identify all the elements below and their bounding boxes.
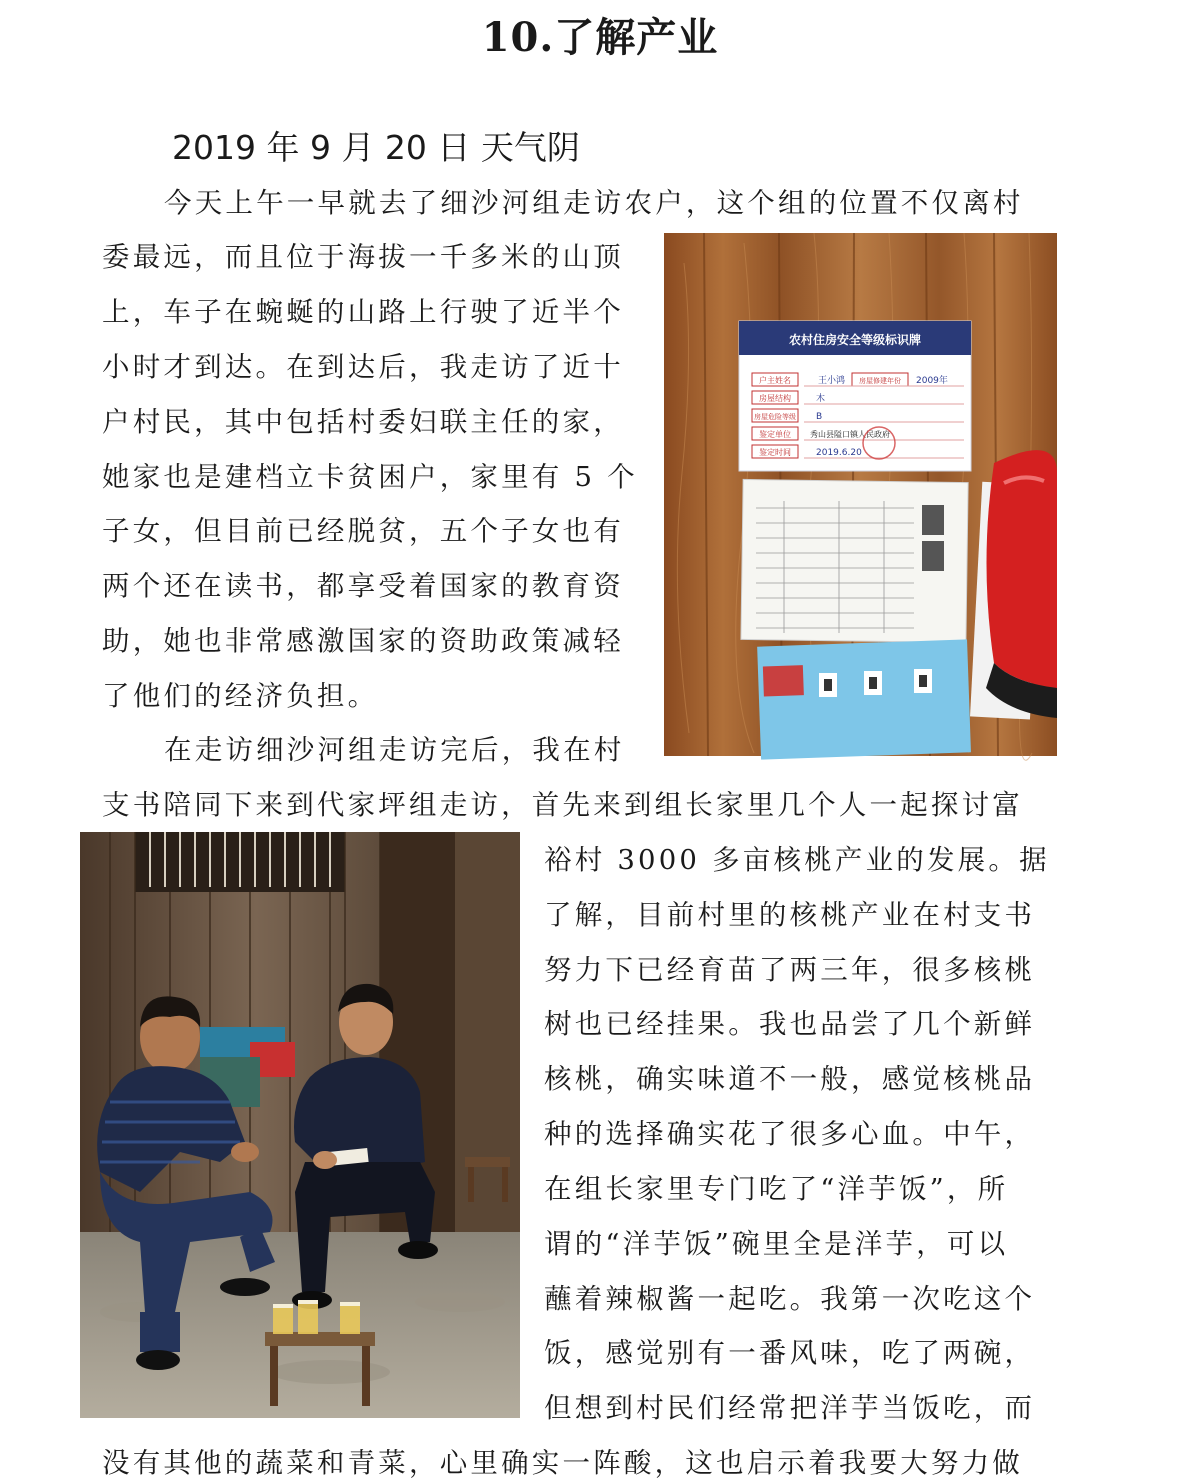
sign-label-1: 户主姓名 xyxy=(759,376,791,385)
text-line-20: 谓的“洋芋饭”碗里全是洋芋，可以 xyxy=(544,1228,1009,1260)
sign-label-4: 鉴定单位 xyxy=(759,430,791,439)
village-visit-photo xyxy=(80,832,520,1418)
sign-value-1: 王小鸿 xyxy=(818,376,846,386)
sign-value-2: 木 xyxy=(816,394,826,404)
sign-build-year-label: 房屋修建年份 xyxy=(859,377,901,385)
text-line-19: 在组长家里专门吃了“洋芋饭”，所 xyxy=(544,1173,1009,1205)
text-line-13: 裕村 3000 多亩核桃产业的发展。据 xyxy=(544,844,1050,876)
text-line-1: 今天上午一早就去了细沙河组走访农户，这个组的位置不仅离村 xyxy=(164,187,1024,219)
text-line-18: 种的选择确实花了很多心血。中午， xyxy=(544,1118,1036,1150)
sign-value-3: B xyxy=(816,412,823,422)
sign-value-5: 2019.6.20 xyxy=(816,448,862,458)
text-line-7: 子女，但目前已经脱贫，五个子女也有 xyxy=(102,515,624,547)
text-line-23: 但想到村民们经常把洋芋当饭吃，而 xyxy=(544,1392,1036,1424)
sign-build-year-value: 2009年 xyxy=(916,376,948,386)
text-line-12: 支书陪同下来到代家坪组走访，首先来到组长家里几个人一起探讨富 xyxy=(102,789,1023,821)
text-line-17: 核桃，确实味道不一般，感觉核桃品 xyxy=(544,1063,1036,1095)
text-line-8: 两个还在读书，都享受着国家的教育资 xyxy=(102,570,624,602)
text-line-24: 没有其他的蔬菜和青菜，心里确实一阵酸，这也启示着我要大努力做 xyxy=(102,1447,1023,1479)
page-title: 10.了解产业 xyxy=(481,14,719,61)
date-weather-line: 2019 年 9 月 20 日 天气阴 xyxy=(172,128,580,167)
sign-label-2: 房屋结构 xyxy=(759,394,791,403)
text-line-6: 她家也是建档立卡贫困户，家里有 5 个 xyxy=(102,461,638,493)
sign-label-3: 房屋危险等级 xyxy=(754,413,796,421)
cut-off-line-container xyxy=(0,1440,1200,1479)
text-line-3: 上，车子在蜿蜒的山路上行驶了近半个 xyxy=(102,296,624,328)
text-line-15: 努力下已经育苗了两三年，很多核桃 xyxy=(544,954,1036,986)
text-line-4: 小时才到达。在到达后，我走访了近十 xyxy=(102,351,624,383)
text-line-5: 户村民，其中包括村委妇联主任的家， xyxy=(102,406,624,438)
text-line-21: 蘸着辣椒酱一起吃。我第一次吃这个 xyxy=(544,1283,1036,1315)
text-line-10: 了他们的经济负担。 xyxy=(102,680,379,712)
text-line-2: 委最远，而且位于海拔一千多米的山顶 xyxy=(102,241,624,273)
text-line-16: 树也已经挂果。我也品尝了几个新鲜 xyxy=(544,1008,1036,1040)
text-line-14: 了解，目前村里的核桃产业在村支书 xyxy=(544,899,1036,931)
text-line-11: 在走访细沙河组走访完后，我在村 xyxy=(164,734,625,766)
house-safety-sign-photo xyxy=(664,233,1057,756)
text-line-22: 饭，感觉别有一番风味，吃了两碗， xyxy=(544,1337,1036,1369)
sign-value-4: 秀山县隘口镇人民政府 xyxy=(810,430,890,439)
text-line-9: 助，她也非常感激国家的资助政策减轻 xyxy=(102,625,624,657)
sign-title: 农村住房安全等级标识牌 xyxy=(788,333,922,347)
sign-label-5: 鉴定时间 xyxy=(759,448,791,457)
